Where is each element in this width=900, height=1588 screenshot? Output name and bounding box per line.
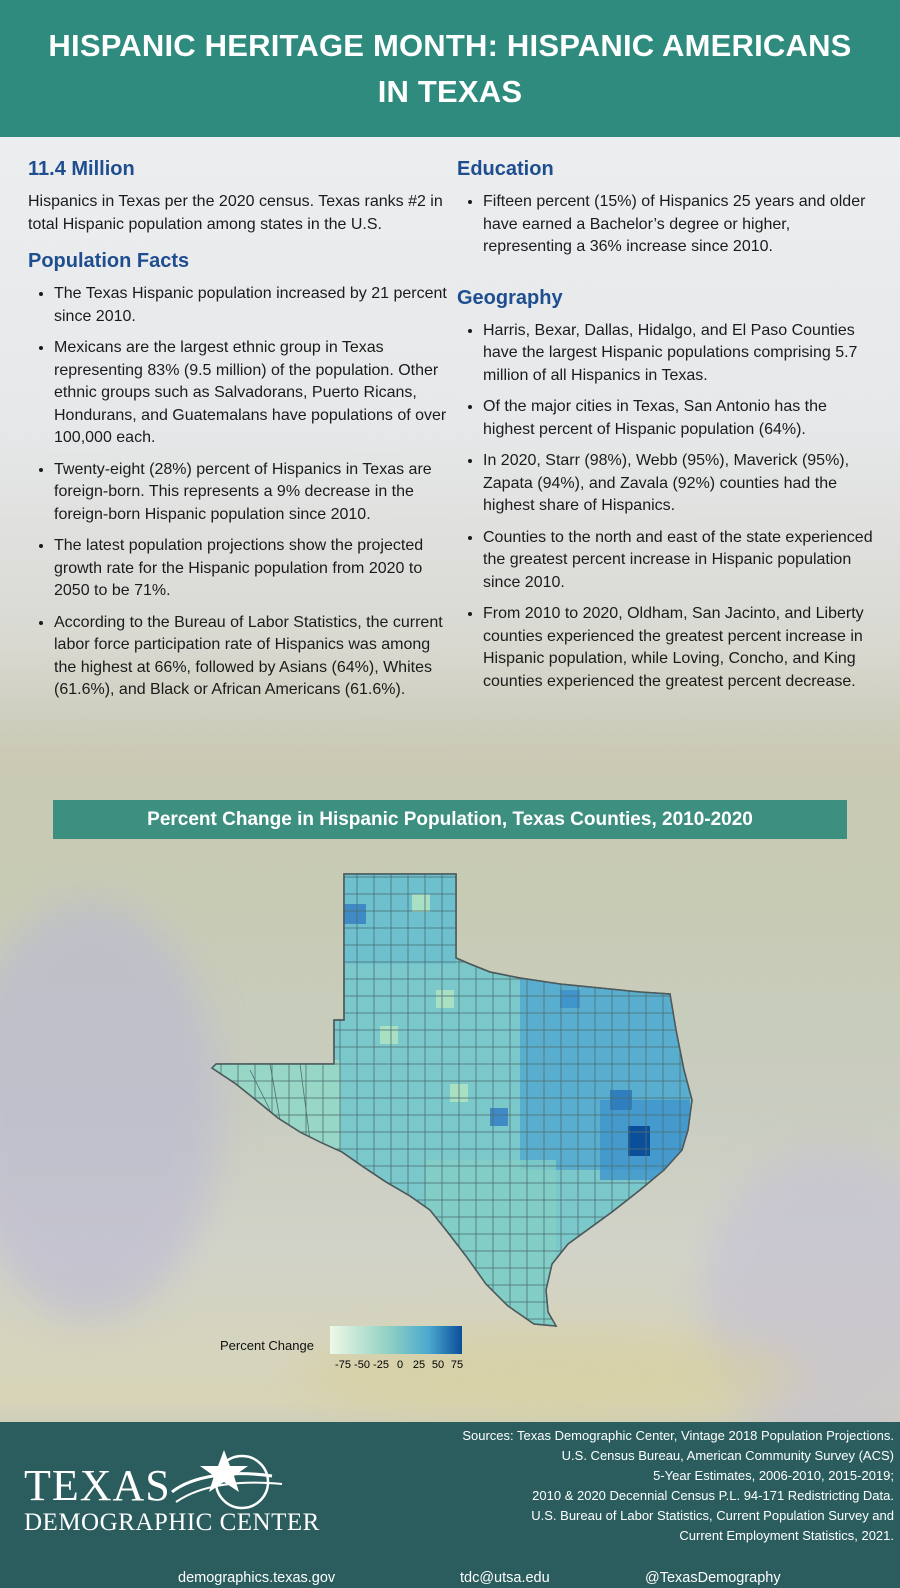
list-item: • Harris, Bexar, Dallas, Hidalgo, and El Paso Counties have the largest Hispanic populations comprising 5.7 million of all Hispanics in Texas. [483,320,877,388]
legend-tick: -50 [354,1359,370,1371]
star-swoosh-icon [162,1446,302,1516]
list-item: • Fifteen percent (15%) of Hispanics 25 years and older have earned a Bachelor’s degree or higher, representing a 36% increase since 2010. [483,191,877,259]
population-facts-list [28,283,448,702]
legend-tick: 75 [450,1359,464,1371]
legend-title: Percent Change [220,1338,314,1353]
page-title: HISPANIC HERITAGE MONTH: HISPANIC AMERICANS IN TEXAS [48,27,852,109]
tdc-logo [24,1446,324,1536]
source-line: Current Employment Statistics, 2021. [679,1528,894,1543]
source-line: 5-Year Estimates, 2006-2010, 2015-2019; [653,1468,894,1483]
sources-block [334,1426,894,1546]
logo-center-text: DEMOGRAPHIC CENTER [24,1509,320,1536]
source-line: 2010 & 2020 Decennial Census P.L. 94-171 Redistricting Data. [532,1488,894,1503]
education-heading: Education [457,158,554,180]
left-column [28,150,448,711]
page-footer [0,1422,900,1588]
legend-tick: 50 [431,1359,445,1371]
right-column [457,150,877,702]
legend-tick: -75 [335,1359,351,1371]
stat-text: Hispanics in Texas per the 2020 census. Texas ranks #2 in total Hispanic population among states in the U.S. [28,193,443,233]
geography-list [457,320,877,694]
stat-heading: 11.4 Million [28,158,135,180]
list-item: • The Texas Hispanic population increased by 21 percent since 2010. [54,283,448,328]
legend-color-bar [330,1326,462,1354]
education-list [457,191,877,259]
list-item: • The latest population projections show the projected growth rate for the Hispanic population from 2020 to 2050 to be 71%. [54,535,448,603]
population-facts-heading: Population Facts [28,250,190,272]
legend-tick: -25 [373,1359,389,1371]
list-item: • Mexicans are the largest ethnic group in Texas representing 83% (9.5 million) of the population. Other ethnic groups such as Salvadorans, Puerto Ricans, Hondurans, and Guatemalans have populations of over 100,000 each. [54,337,448,450]
list-item: • Counties to the north and east of the state experienced the greatest percent increase in Hispanic population since 2010. [483,527,877,595]
source-line: U.S. Census Bureau, American Community Survey (ACS) [561,1448,894,1463]
legend-tick: 25 [412,1359,426,1371]
map-title: Percent Change in Hispanic Population, Texas Counties, 2010-2020 [53,800,847,839]
legend-tick: 0 [396,1359,404,1371]
list-item: • Of the major cities in Texas, San Antonio has the highest percent of Hispanic population (64%). [483,396,877,441]
website-link[interactable]: demographics.texas.gov [178,1570,336,1586]
map-legend [220,1326,463,1371]
list-item: • In 2020, Starr (98%), Webb (95%), Maverick (95%), Zapata (94%), and Zavala (92%) counties had the highest share of Hispanics. [483,450,877,518]
logo-texas-text: TEXAS [24,1461,171,1510]
email-link[interactable]: tdc@utsa.edu [460,1570,550,1586]
geography-heading: Geography [457,286,563,309]
source-line: Sources: Texas Demographic Center, Vintage 2018 Population Projections. [462,1428,894,1443]
list-item: • According to the Bureau of Labor Statistics, the current labor force participation rate of Hispanics was among the highest at 66%, followed by Asians (64%), Whites (61.6%), and Black or African Americans (61.6%). [54,612,448,702]
source-line: U.S. Bureau of Labor Statistics, Current Population Survey and [531,1508,894,1523]
texas-county-map [0,860,900,1400]
texas-state-shape [0,860,900,1400]
social-handle[interactable]: @TexasDemography [645,1570,781,1586]
list-item: • From 2010 to 2020, Oldham, San Jacinto, and Liberty counties experienced the greatest percent increase in Hispanic population, while Loving, Concho, and King counties experienced the greatest percent decrease. [483,603,877,693]
page-header [0,0,900,137]
list-item: • Twenty-eight (28%) percent of Hispanics in Texas are foreign-born. This represents a 9% decrease in the foreign-born Hispanic population since 2010. [54,459,448,527]
